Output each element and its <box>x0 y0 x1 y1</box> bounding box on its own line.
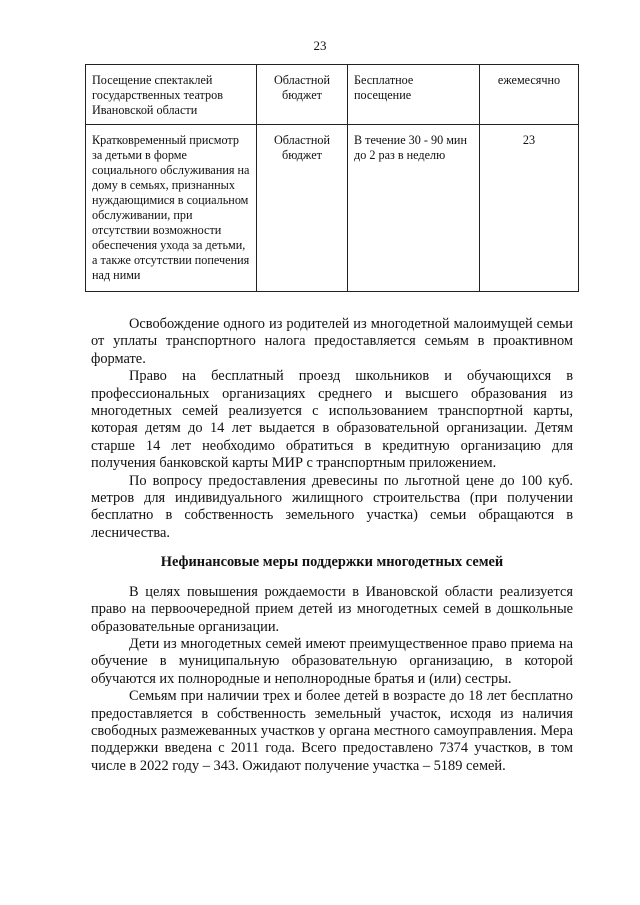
frequency-cell: ежемесячно <box>480 65 579 125</box>
service-cell: Посещение спектаклей государственных театров Ивановской области <box>86 65 257 125</box>
paragraph-timber: По вопросу предоставления древесины по льготной цене до 100 куб. метров для индивидуального жилищного строительства (при получении бесплатно в собственность земельного участка) семьи обращаются в лесничества. <box>91 472 573 541</box>
paragraph-free-travel: Право на бесплатный проезд школьников и обучающихся в профессиональных организациях среднего и высшего образования из многодетных семей реализуется с использованием транспортной карты, которая детям до 14 лет выдается в образовательной организации. Детям старше 14 лет необходимо обратиться в кредитную организацию для получения банковской карты МИР с транспортным приложением. <box>91 368 573 472</box>
terms-cell: Бесплатное посещение <box>348 65 480 125</box>
paragraph-preschool: В целях повышения рождаемости в Ивановской области реализуется право на первоочередной прием детей из многодетных семей в дошкольные образовательные организации. <box>91 583 573 635</box>
paragraph-school-admission: Дети из многодетных семей имеют преимущественное право приема на обучение в муниципальную образовательную организацию, в которой обучаются их полнородные и неполнородные братья и (или) сестры. <box>91 635 573 687</box>
page-number: 23 <box>313 38 327 53</box>
table-row <box>86 125 579 292</box>
terms-cell: В течение 30 - 90 мин до 2 раз в неделю <box>348 125 480 292</box>
paragraph-transport-tax: Освобождение одного из родителей из многодетной малоимущей семьи от уплаты транспортного налога предоставляется семьям в проактивном формате. <box>91 316 573 367</box>
frequency-cell: 23 <box>480 125 579 292</box>
support-measures-table <box>85 64 579 292</box>
funding-cell: Областной бюджет <box>257 125 348 292</box>
document-body <box>91 316 573 775</box>
service-cell: Кратковременный присмотр за детьми в форме социального обслуживания на дому в семьях, признанных нуждающимися в социальном обслуживании, при отсутствии возможности обеспечения ухода за детьми, а также отсутствии попечения над ними <box>86 125 257 292</box>
table-row <box>86 65 579 125</box>
paragraph-land-plots: Семьям при наличии трех и более детей в возрасте до 18 лет бесплатно предоставляется в собственность земельный участок, исходя из наличия свободных размежеванных участков у органа местного самоуправления. Мера поддержки введена с 2011 года. Всего предоставлено 7374 участков, в том числе в 2022 году – 343. Ожидают получение участка – 5189 семей. <box>91 688 573 774</box>
funding-cell: Областной бюджет <box>257 65 348 125</box>
section-heading: Нефинансовые меры поддержки многодетных семей <box>160 554 504 571</box>
